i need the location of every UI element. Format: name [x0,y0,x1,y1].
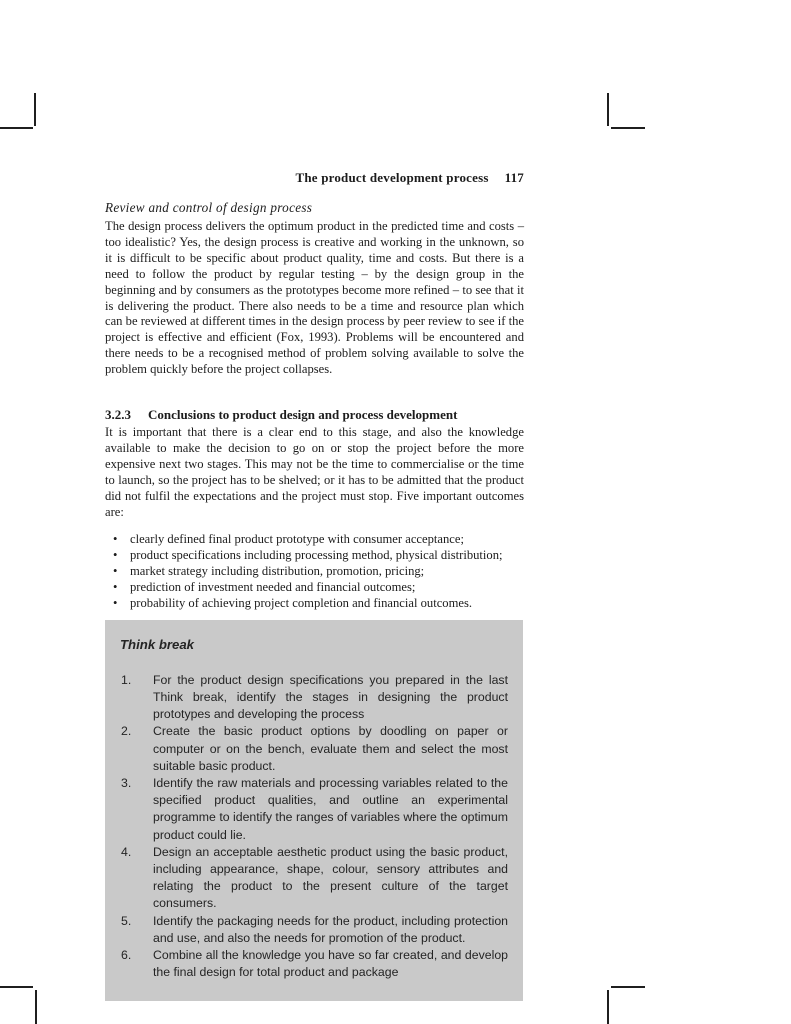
list-item-text: Create the basic product options by doodling on paper or computer or on the bench, evaluate them and select the most suitable basic product. [153,724,508,773]
page-content [105,170,524,1001]
subsection-heading: Review and control of design process [105,200,313,215]
list-item-number: 1. [121,672,132,687]
list-item-text: Design an acceptable aesthetic product using the basic product, including appearance, shape, colour, sensory attributes and relating the product to the present culture of the target consumers. [153,844,508,911]
list-item-text: For the product design specifications you prepared in the last Think break, identify the stages in designing the product prototypes and developing the process [153,672,508,722]
crop-mark-top-left-vertical [34,93,36,126]
bullet-icon: • [113,531,118,546]
bullet-icon: • [113,547,118,562]
crop-mark-top-left-horizontal [0,127,33,129]
bullet-icon: • [113,595,118,610]
list-item [118,947,508,981]
list-item [118,723,508,775]
list-item-text: clearly defined final product prototype with consumer acceptance; [130,531,464,546]
list-item-text: market strategy including distribution, promotion, pricing; [130,563,425,578]
list-item [105,563,524,579]
think-break-title: Think break [120,636,195,652]
crop-mark-bottom-right-horizontal [611,986,645,988]
running-head [105,170,524,186]
list-item [105,531,524,547]
crop-mark-top-right-vertical [607,93,609,126]
list-item [105,579,524,595]
page-number: 117 [504,170,524,185]
list-item [118,844,508,913]
section-heading [105,407,524,423]
list-item [105,547,524,563]
crop-mark-bottom-left-vertical [35,990,37,1024]
bullet-icon: • [113,563,118,578]
list-item-number: 4. [121,844,132,859]
list-item-number: 3. [121,775,132,790]
list-item-text: product specifications including processing method, physical distribution; [130,547,503,562]
crop-mark-bottom-right-vertical [607,990,609,1024]
list-item-number: 2. [121,724,132,739]
list-item-text: Combine all the knowledge you have so far created, and develop the final design for total product and package [153,947,508,980]
list-item-number: 6. [121,947,132,962]
section-number: 3.2.3 [105,407,131,423]
section-title: Conclusions to product design and process development [148,407,458,423]
crop-mark-top-right-horizontal [611,127,645,129]
conclusions-paragraph: It is important that there is a clear end to this stage, and also the knowledge available to make the decision to go on or stop the project before the more expensive next two stages. This may not be the time to commercialise or the time to launch, so the project has to be shelved; or it has to be admitted that the product did not fulfil the expectations and the project must stop. Five important outcomes are: [105,425,524,519]
review-paragraph: The design process delivers the optimum product in the predicted time and costs – too idealistic? Yes, the design process is creative and working in the unknown, so it is difficult to be specific about product quality, time and costs. But there is a need to follow the product by regular testing – by the design group in the beginning and by consumers as the prototypes become more refined – to see that it is delivering the product. There also needs to be a time and resource plan which can be reviewed at different times in the design process by peer review to see if the project is effective and efficient (Fox, 1993). Problems will be encountered and there needs to be a recognised method of problem solving available to solve the problem quickly before the project collapses. [105,219,524,377]
list-item-number: 5. [121,913,132,928]
list-item [118,672,508,724]
bullet-icon: • [113,579,118,594]
list-item-text: Identify the packaging needs for the product, including protection and use, and also the needs for promotion of the product. [153,913,508,945]
list-item-text: Identify the raw materials and processing variables related to the specified product qualities, and outline an experimental programme to identify the ranges of variables where the optimum product could lie. [153,775,508,842]
list-item [105,595,524,611]
outcomes-list [105,531,524,611]
list-item-text: probability of achieving project completion and financial outcomes. [130,595,473,610]
crop-mark-bottom-left-horizontal [0,986,33,988]
running-head-title: The product development process [295,170,489,185]
list-item-text: prediction of investment needed and financial outcomes; [130,579,416,594]
list-item [118,775,508,844]
think-break-box [105,620,523,1002]
list-item [118,913,508,947]
